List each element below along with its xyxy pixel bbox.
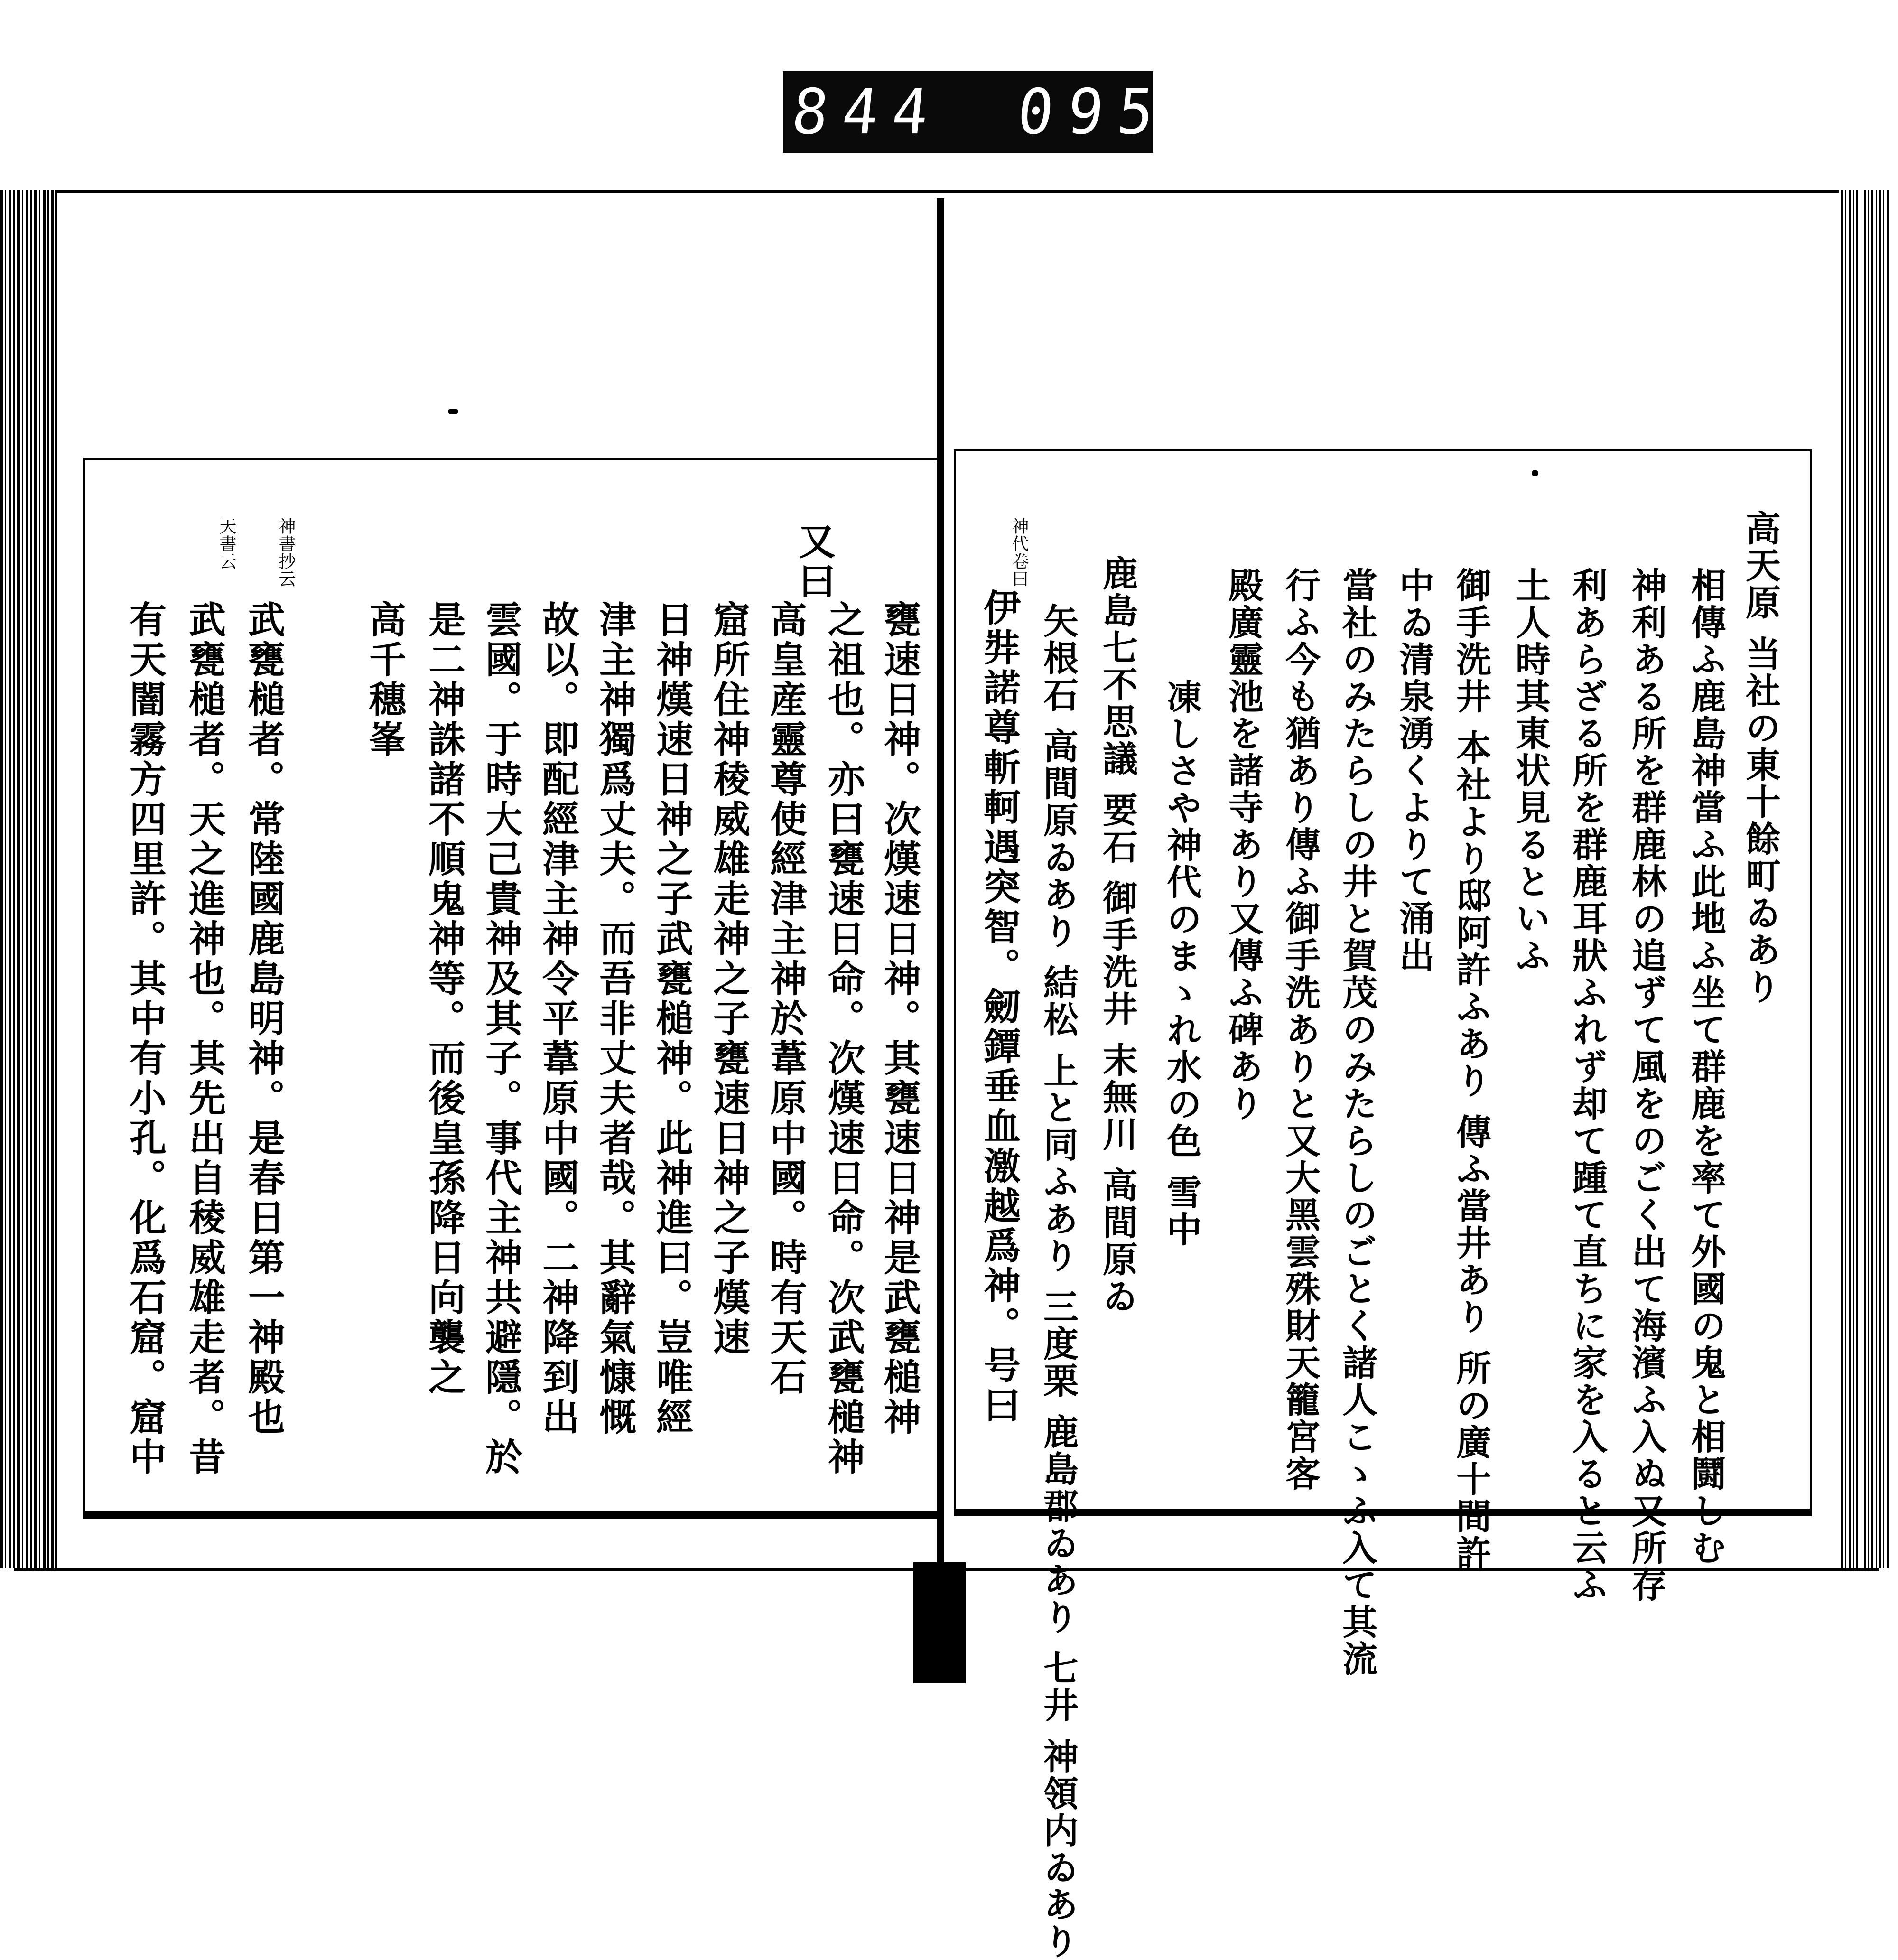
volume-number: 844 — [789, 76, 946, 149]
right-column-3: 神利ある所を群鹿林の追ずて風をのごく出て海濱ふ入ぬ又所存 — [1626, 567, 1667, 1604]
right-column-9: 行ふ今も猶あり傳ふ御手洗ありと又大黑雲殊財天籠宮客 — [1280, 567, 1321, 1493]
left-column-1: 甕速日神。次熯速日神。其甕速日神是武甕槌神 — [878, 600, 921, 1437]
right-column-2: 相傳ふ鹿島神當ふ此地ふ坐て群鹿を率て外國の鬼と相鬪しむ — [1685, 567, 1726, 1567]
right-column-13: 矢根石 高間原ゐあり 結松 上と同ふあり 三度栗 鹿島郡ゐあり 七井 神領内ゐあり — [1038, 603, 1079, 1960]
left-column-6: 津主神獨爲丈夫。而吾非丈夫者哉。其辭氣慷慨 — [593, 600, 636, 1437]
page-number: 095. — [1014, 76, 1221, 149]
right-column-11: 凍しさや神代のまゝれ水の色 雪中 — [1161, 679, 1202, 1248]
right-column-14: 伊弉諾尊斬軻遇突智。劒鐔垂血激越爲神。号曰 — [977, 588, 1021, 1426]
ink-spot — [1532, 470, 1538, 476]
right-note-1: 神代卷曰 — [1009, 517, 1029, 588]
right-column-1: 高天原 当社の東十餘町ゐあり — [1740, 510, 1781, 1006]
right-column-6: 御手洗井 本社より邸阿許ふあり 傳ふ當井あり 所の廣十間許 — [1451, 567, 1491, 1572]
spine-bookmark — [913, 1562, 966, 1683]
left-column-3: 高皇産靈尊使經津主神於葦原中國。時有天石 — [764, 600, 807, 1398]
left-column-10: 高千穗峯 — [363, 600, 406, 760]
left-column-4: 窟所住神稜威雄走神之子甕速日神之子熯速 — [707, 600, 750, 1358]
archive-number-tag — [783, 71, 1221, 153]
right-column-12: 鹿島七不思議 要石 御手洗井 末無川 高間原ゐ — [1097, 555, 1138, 1316]
right-column-10: 殿廣靈池を諸寺あり又傳ふ碑あり — [1223, 567, 1264, 1122]
left-page-stack — [0, 190, 55, 1568]
left-column-5: 日神熯速日神之子武甕槌神。此神進曰。豈唯經 — [650, 600, 693, 1437]
right-page-stack — [1839, 190, 1889, 1568]
left-column-9: 是二神誅諸不順鬼神等。而後皇孫降日向襲之 — [422, 600, 465, 1398]
left-column-11: 武甕槌者。常陸國鹿島明神。是春日第一神殿也 — [242, 600, 285, 1437]
right-column-4: 利あらざる所を群鹿耳狀ふれず却て踵て直ちに家を入ると云ふ — [1567, 567, 1608, 1604]
right-column-7: 中ゐ清泉湧くよりて涌出 — [1394, 567, 1434, 974]
left-column-2: 之祖也。亦曰甕速日命。次熯速日命。次武甕槌神 — [822, 600, 865, 1477]
right-column-5: 土人時其東状見るといふ — [1510, 567, 1551, 974]
left-column-13: 有天闇霧方四里許。其中有小孔。化爲石窟。窟中 — [123, 600, 167, 1477]
ink-spot — [448, 409, 458, 414]
left-column-8: 雲國。于時大己貴神及其子。事代主神共避隱。於 — [479, 600, 522, 1477]
left-column-12: 武甕槌者。天之進神也。其先出自稜威雄走者。昔 — [183, 600, 226, 1477]
left-note-1: 神書抄云 — [276, 517, 296, 588]
left-column-7: 故以。即配經津主神令平葦原中國。二神降到出 — [536, 600, 579, 1437]
left-heading: 又曰 — [792, 522, 836, 602]
left-note-2: 天書云 — [217, 517, 236, 570]
right-column-8: 當社のみたらしの井と賀茂のみたらしのごとく諸人こゝふ入て其流 — [1337, 567, 1377, 1678]
